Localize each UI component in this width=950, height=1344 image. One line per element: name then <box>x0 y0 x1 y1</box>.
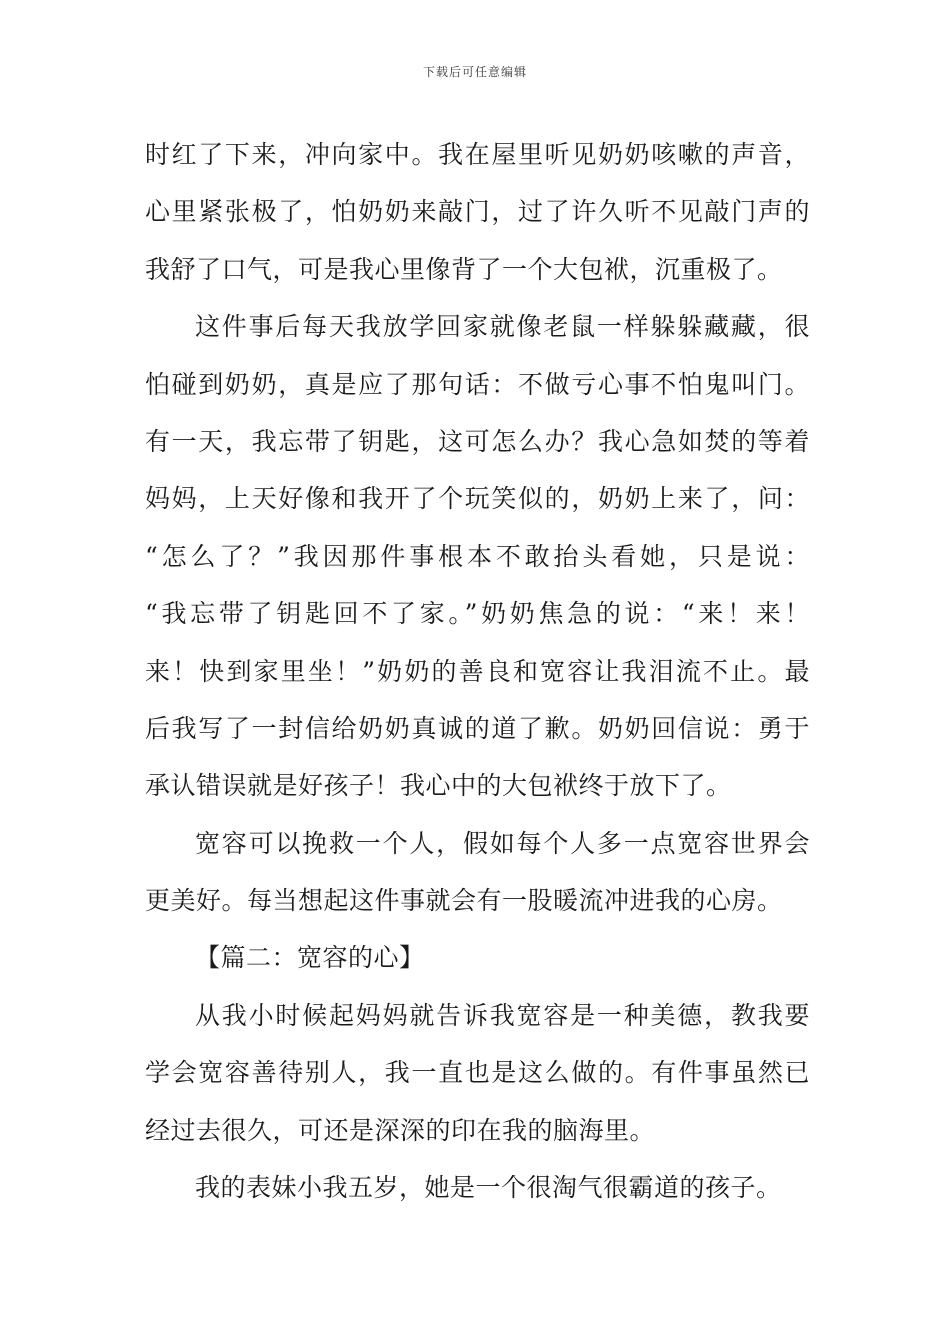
text-line: 来！快到家里坐！”奶奶的善良和宽容让我泪流不止。最 <box>145 656 810 686</box>
text-line: 承认错误就是好孩子！我心中的大包袱终于放下了。 <box>145 771 732 801</box>
text-line: 学会宽容善待别人，我一直也是这么做的。有件事虽然已 <box>145 1058 810 1088</box>
text-line: “怎么了？”我因那件事根本不敢抬头看她，只是说： <box>145 541 810 571</box>
text-line: 有一天，我忘带了钥匙，这可怎么办？我心急如焚的等着 <box>145 426 810 456</box>
text-line: 经过去很久，可还是深深的印在我的脑海里。 <box>145 1115 656 1145</box>
text-line: 妈妈，上天好像和我开了个玩笑似的，奶奶上来了，问： <box>145 484 810 514</box>
paragraph-first-line: 这件事后每天我放学回家就像老鼠一样躲躲藏藏，很 <box>195 312 810 342</box>
text-line: 我舒了口气，可是我心里像背了一个大包袱，沉重极了。 <box>145 254 783 284</box>
section-heading: 【篇二：宽容的心】 <box>195 943 425 973</box>
paragraph-first-line: 宽容可以挽救一个人，假如每个人多一点宽容世界会 <box>195 828 810 858</box>
page-header: 下载后可任意编辑 <box>422 65 527 79</box>
text-line: 后我写了一封信给奶奶真诚的道了歉。奶奶回信说：勇于 <box>145 713 810 743</box>
text-line: 时红了下来，冲向家中。我在屋里听见奶奶咳嗽的声音， <box>145 140 810 169</box>
text-line: “我忘带了钥匙回不了家。”奶奶焦急的说：“来！来！ <box>145 599 810 629</box>
text-line: 心里紧张极了，怕奶奶来敲门，过了许久听不见敲门声的 <box>145 197 810 227</box>
paragraph-first-line: 我的表妹小我五岁，她是一个很淘气很霸道的孩子。 <box>195 1173 782 1203</box>
text-line: 怕碰到奶奶，真是应了那句话：不做亏心事不怕鬼叫门。 <box>145 369 810 399</box>
document-body <box>145 126 810 1216</box>
paragraph-first-line: 从我小时候起妈妈就告诉我宽容是一种美德，教我要 <box>195 1000 810 1030</box>
text-line: 更美好。每当想起这件事就会有一股暖流冲进我的心房。 <box>145 886 783 916</box>
